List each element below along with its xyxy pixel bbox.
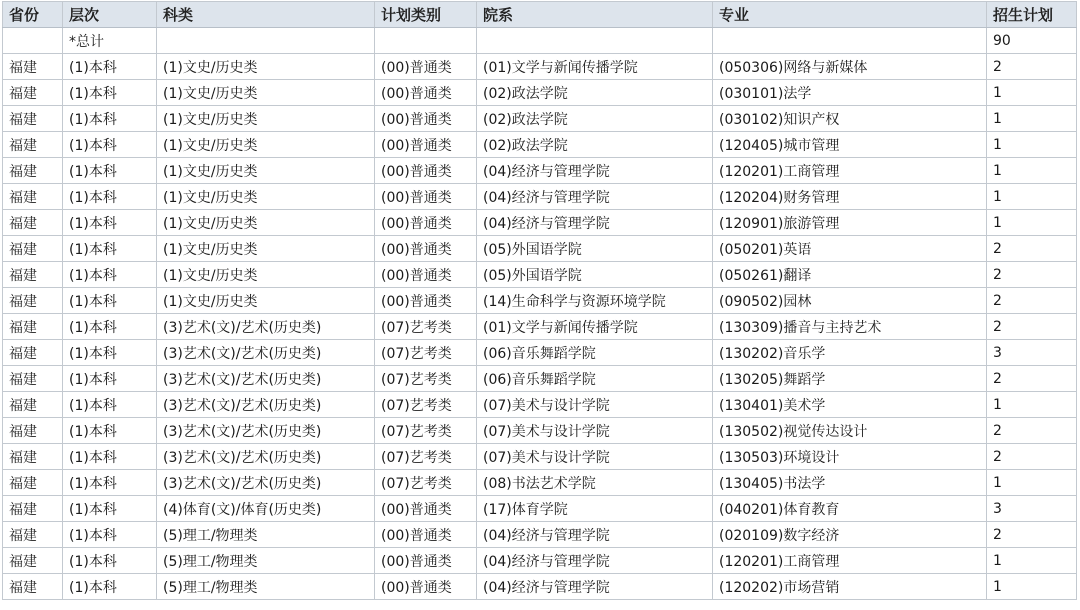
cell-department: (05)外国语学院 [477,236,713,262]
cell-level: (1)本科 [63,210,157,236]
cell-department: (07)美术与设计学院 [477,418,713,444]
cell-major: (040201)体育教育 [713,496,987,522]
cell-category: (4)体育(文)/体育(历史类) [157,496,375,522]
table-row[interactable] [3,548,1077,574]
cell-enrollment: 1 [987,574,1077,600]
total-cell-department [477,28,713,54]
cell-province: 福建 [3,574,63,600]
cell-category: (3)艺术(文)/艺术(历史类) [157,444,375,470]
cell-plan-type: (00)普通类 [375,184,477,210]
table-row[interactable] [3,132,1077,158]
cell-level: (1)本科 [63,132,157,158]
cell-enrollment: 3 [987,496,1077,522]
cell-province: 福建 [3,496,63,522]
table-row[interactable] [3,444,1077,470]
cell-department: (14)生命科学与资源环境学院 [477,288,713,314]
cell-category: (3)艺术(文)/艺术(历史类) [157,366,375,392]
cell-province: 福建 [3,288,63,314]
cell-major: (030102)知识产权 [713,106,987,132]
cell-level: (1)本科 [63,106,157,132]
enrollment-plan-table [2,1,1077,600]
cell-major: (120405)城市管理 [713,132,987,158]
table-row[interactable] [3,210,1077,236]
column-header-level[interactable]: 层次 [63,2,157,28]
cell-province: 福建 [3,522,63,548]
cell-plan-type: (00)普通类 [375,522,477,548]
cell-province: 福建 [3,470,63,496]
cell-department: (04)经济与管理学院 [477,574,713,600]
cell-department: (06)音乐舞蹈学院 [477,340,713,366]
cell-level: (1)本科 [63,54,157,80]
cell-category: (1)文史/历史类 [157,288,375,314]
cell-enrollment: 2 [987,366,1077,392]
cell-level: (1)本科 [63,340,157,366]
cell-plan-type: (07)艺考类 [375,470,477,496]
cell-plan-type: (00)普通类 [375,262,477,288]
cell-level: (1)本科 [63,418,157,444]
cell-plan-type: (00)普通类 [375,54,477,80]
cell-major: (050306)网络与新媒体 [713,54,987,80]
cell-province: 福建 [3,184,63,210]
cell-major: (120202)市场营销 [713,574,987,600]
cell-category: (1)文史/历史类 [157,132,375,158]
cell-level: (1)本科 [63,574,157,600]
total-cell-label: *总计 [63,28,157,54]
cell-enrollment: 1 [987,132,1077,158]
cell-category: (1)文史/历史类 [157,54,375,80]
header-row [3,2,1077,28]
cell-enrollment: 1 [987,106,1077,132]
cell-category: (1)文史/历史类 [157,184,375,210]
cell-plan-type: (00)普通类 [375,106,477,132]
cell-major: (130401)美术学 [713,392,987,418]
column-header-plan-type[interactable]: 计划类别 [375,2,477,28]
cell-plan-type: (07)艺考类 [375,314,477,340]
cell-department: (04)经济与管理学院 [477,522,713,548]
cell-province: 福建 [3,548,63,574]
cell-major: (030101)法学 [713,80,987,106]
cell-plan-type: (07)艺考类 [375,340,477,366]
cell-enrollment: 2 [987,522,1077,548]
cell-level: (1)本科 [63,548,157,574]
cell-major: (120201)工商管理 [713,548,987,574]
cell-department: (07)美术与设计学院 [477,392,713,418]
total-cell-category [157,28,375,54]
table-row[interactable] [3,392,1077,418]
cell-level: (1)本科 [63,496,157,522]
table-row[interactable] [3,54,1077,80]
cell-category: (1)文史/历史类 [157,262,375,288]
cell-plan-type: (00)普通类 [375,548,477,574]
cell-province: 福建 [3,54,63,80]
cell-plan-type: (07)艺考类 [375,366,477,392]
table-row[interactable] [3,574,1077,600]
cell-major: (120201)工商管理 [713,158,987,184]
table-row[interactable] [3,470,1077,496]
cell-department: (01)文学与新闻传播学院 [477,314,713,340]
cell-plan-type: (00)普通类 [375,80,477,106]
cell-plan-type: (07)艺考类 [375,444,477,470]
total-cell-plan-type [375,28,477,54]
cell-enrollment: 1 [987,548,1077,574]
cell-province: 福建 [3,392,63,418]
column-header-enrollment[interactable]: 招生计划 [987,2,1077,28]
cell-department: (04)经济与管理学院 [477,184,713,210]
cell-department: (04)经济与管理学院 [477,210,713,236]
cell-province: 福建 [3,210,63,236]
cell-department: (07)美术与设计学院 [477,444,713,470]
cell-plan-type: (00)普通类 [375,158,477,184]
cell-enrollment: 2 [987,288,1077,314]
cell-major: (130405)书法学 [713,470,987,496]
cell-plan-type: (00)普通类 [375,236,477,262]
cell-category: (1)文史/历史类 [157,158,375,184]
cell-enrollment: 1 [987,158,1077,184]
cell-category: (5)理工/物理类 [157,574,375,600]
cell-province: 福建 [3,236,63,262]
cell-plan-type: (07)艺考类 [375,418,477,444]
cell-category: (3)艺术(文)/艺术(历史类) [157,418,375,444]
cell-plan-type: (00)普通类 [375,210,477,236]
cell-enrollment: 2 [987,418,1077,444]
table-row[interactable] [3,418,1077,444]
table-row[interactable] [3,366,1077,392]
cell-department: (06)音乐舞蹈学院 [477,366,713,392]
cell-major: (090502)园林 [713,288,987,314]
cell-plan-type: (07)艺考类 [375,392,477,418]
cell-department: (05)外国语学院 [477,262,713,288]
table-row[interactable] [3,288,1077,314]
cell-department: (02)政法学院 [477,80,713,106]
table-row[interactable] [3,522,1077,548]
column-header-department[interactable]: 院系 [477,2,713,28]
cell-major: (050261)翻译 [713,262,987,288]
total-cell-enrollment: 90 [987,28,1077,54]
column-header-category[interactable]: 科类 [157,2,375,28]
column-header-province[interactable]: 省份 [3,2,63,28]
cell-level: (1)本科 [63,366,157,392]
cell-province: 福建 [3,340,63,366]
cell-level: (1)本科 [63,80,157,106]
cell-department: (02)政法学院 [477,106,713,132]
cell-department: (17)体育学院 [477,496,713,522]
cell-province: 福建 [3,418,63,444]
cell-department: (01)文学与新闻传播学院 [477,54,713,80]
cell-enrollment: 2 [987,236,1077,262]
cell-department: (04)经济与管理学院 [477,548,713,574]
cell-department: (04)经济与管理学院 [477,158,713,184]
cell-major: (050201)英语 [713,236,987,262]
cell-category: (3)艺术(文)/艺术(历史类) [157,392,375,418]
cell-category: (1)文史/历史类 [157,80,375,106]
cell-level: (1)本科 [63,444,157,470]
cell-category: (3)艺术(文)/艺术(历史类) [157,314,375,340]
cell-department: (08)书法艺术学院 [477,470,713,496]
cell-level: (1)本科 [63,236,157,262]
cell-major: (020109)数字经济 [713,522,987,548]
cell-enrollment: 2 [987,314,1077,340]
cell-major: (120901)旅游管理 [713,210,987,236]
total-cell-major [713,28,987,54]
table-row[interactable] [3,158,1077,184]
cell-province: 福建 [3,80,63,106]
cell-category: (1)文史/历史类 [157,106,375,132]
cell-major: (130502)视觉传达设计 [713,418,987,444]
total-cell-province [3,28,63,54]
cell-category: (3)艺术(文)/艺术(历史类) [157,340,375,366]
cell-major: (130309)播音与主持艺术 [713,314,987,340]
table-row[interactable] [3,236,1077,262]
cell-major: (130503)环境设计 [713,444,987,470]
cell-plan-type: (00)普通类 [375,288,477,314]
cell-major: (130205)舞蹈学 [713,366,987,392]
cell-province: 福建 [3,314,63,340]
cell-level: (1)本科 [63,392,157,418]
table-row[interactable] [3,340,1077,366]
cell-province: 福建 [3,158,63,184]
cell-level: (1)本科 [63,158,157,184]
cell-enrollment: 3 [987,340,1077,366]
cell-major: (130202)音乐学 [713,340,987,366]
cell-enrollment: 1 [987,210,1077,236]
cell-category: (3)艺术(文)/艺术(历史类) [157,470,375,496]
cell-level: (1)本科 [63,262,157,288]
cell-level: (1)本科 [63,184,157,210]
cell-level: (1)本科 [63,470,157,496]
cell-province: 福建 [3,262,63,288]
cell-enrollment: 1 [987,184,1077,210]
cell-enrollment: 1 [987,392,1077,418]
cell-level: (1)本科 [63,288,157,314]
cell-level: (1)本科 [63,522,157,548]
table-row[interactable] [3,314,1077,340]
table-row[interactable] [3,184,1077,210]
table-row[interactable] [3,262,1077,288]
cell-department: (02)政法学院 [477,132,713,158]
cell-province: 福建 [3,444,63,470]
total-row [3,28,1077,54]
column-header-major[interactable]: 专业 [713,2,987,28]
cell-plan-type: (00)普通类 [375,496,477,522]
cell-enrollment: 2 [987,262,1077,288]
cell-category: (5)理工/物理类 [157,548,375,574]
cell-enrollment: 1 [987,80,1077,106]
table-row[interactable] [3,496,1077,522]
cell-major: (120204)财务管理 [713,184,987,210]
cell-category: (1)文史/历史类 [157,236,375,262]
cell-category: (1)文史/历史类 [157,210,375,236]
cell-level: (1)本科 [63,314,157,340]
cell-enrollment: 2 [987,444,1077,470]
cell-enrollment: 2 [987,54,1077,80]
cell-province: 福建 [3,106,63,132]
table-row[interactable] [3,80,1077,106]
cell-category: (5)理工/物理类 [157,522,375,548]
table-row[interactable] [3,106,1077,132]
cell-plan-type: (00)普通类 [375,132,477,158]
cell-enrollment: 1 [987,470,1077,496]
cell-plan-type: (00)普通类 [375,574,477,600]
cell-province: 福建 [3,366,63,392]
cell-province: 福建 [3,132,63,158]
